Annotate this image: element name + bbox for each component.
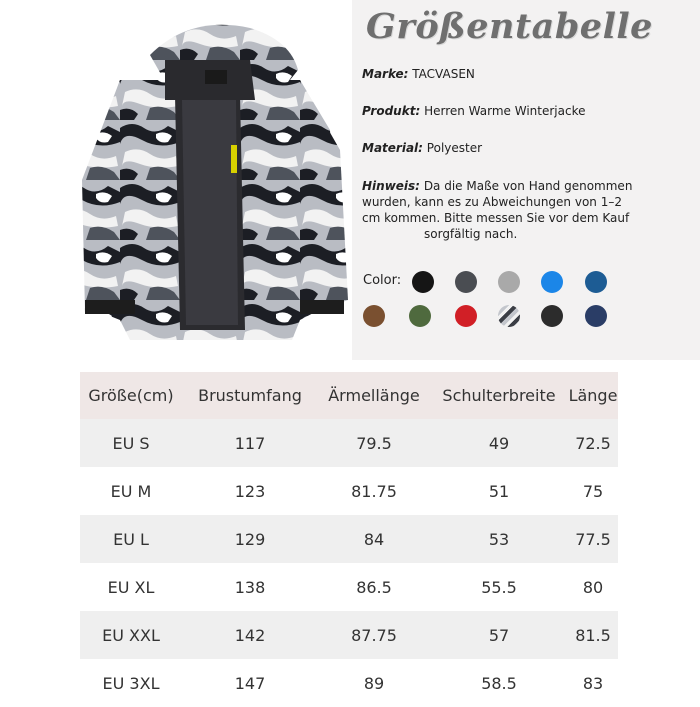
table-cell: 123	[234, 481, 266, 501]
product-line	[362, 103, 662, 119]
table-cell: 86.5	[356, 577, 392, 597]
table-row	[80, 515, 618, 563]
size-table	[80, 372, 618, 707]
table-row	[80, 563, 618, 611]
header-cell: Länge	[568, 386, 618, 405]
product-label: Produkt:	[362, 104, 421, 118]
hint-text	[362, 178, 672, 242]
table-cell: 51	[488, 481, 510, 501]
brand-value: TACVASEN	[412, 67, 475, 81]
color-swatch[interactable]	[585, 305, 607, 327]
table-cell: 75	[582, 481, 604, 501]
header-cell: Schulterbreite	[442, 386, 556, 405]
page-title: Größentabelle	[366, 6, 653, 47]
color-swatch[interactable]	[363, 305, 385, 327]
table-cell: 53	[488, 529, 510, 549]
table-cell: 142	[234, 625, 266, 645]
table-cell: 138	[234, 577, 266, 597]
color-swatch[interactable]	[455, 305, 477, 327]
table-row	[80, 611, 618, 659]
table-row	[80, 467, 618, 515]
hint-line4: sorgfältig nach.	[424, 227, 518, 241]
table-row	[80, 419, 618, 467]
color-swatch[interactable]	[409, 305, 431, 327]
table-cell: EU S	[112, 433, 150, 453]
table-cell: 117	[234, 433, 266, 453]
table-cell: 89	[363, 673, 385, 693]
table-cell: 84	[363, 529, 385, 549]
material-line	[362, 140, 662, 156]
table-cell: 129	[234, 529, 266, 549]
header-cell: Größe(cm)	[88, 386, 174, 405]
table-cell: 83	[582, 673, 604, 693]
header-cell: Brustumfang	[198, 386, 302, 405]
table-cell: 55.5	[481, 577, 517, 597]
brand-line	[362, 66, 662, 82]
material-value: Polyester	[426, 141, 483, 155]
hint-label: Hinweis:	[362, 179, 420, 193]
table-cell: 58.5	[481, 673, 517, 693]
jacket-illustration	[0, 0, 352, 360]
hint-line2: wurden, kann es zu Abweichungen von 1–2	[362, 195, 622, 209]
color-swatch[interactable]	[412, 271, 434, 293]
header-cell: Ärmellänge	[328, 386, 420, 405]
hint-line3: cm kommen. Bitte messen Sie vor dem Kauf	[362, 211, 630, 225]
table-cell: 87.75	[351, 625, 397, 645]
table-cell: 81.75	[351, 481, 397, 501]
table-cell: 79.5	[356, 433, 392, 453]
table-cell: 72.5	[575, 433, 611, 453]
table-cell: 80	[582, 577, 604, 597]
hint-line1: Da die Maße von Hand genommen	[423, 179, 633, 193]
table-cell: EU L	[113, 529, 149, 549]
product-value: Herren Warme Winterjacke	[424, 104, 586, 118]
color-label: Color:	[363, 273, 402, 288]
table-cell: EU XXL	[102, 625, 160, 645]
brand-label: Marke:	[362, 67, 409, 81]
color-swatch[interactable]	[541, 271, 563, 293]
color-swatch[interactable]	[541, 305, 563, 327]
table-cell: 81.5	[575, 625, 611, 645]
table-cell: 57	[488, 625, 510, 645]
color-swatch[interactable]	[455, 271, 477, 293]
table-cell: EU XL	[107, 577, 155, 597]
jacket-image	[0, 0, 352, 360]
table-cell: EU M	[110, 481, 152, 501]
table-cell: 147	[234, 673, 266, 693]
color-swatch[interactable]	[498, 305, 520, 327]
table-header-row	[80, 372, 618, 419]
material-label: Material:	[362, 141, 423, 155]
color-swatch[interactable]	[498, 271, 520, 293]
table-cell: 49	[488, 433, 510, 453]
table-cell: EU 3XL	[102, 673, 160, 693]
color-swatch[interactable]	[585, 271, 607, 293]
table-cell: 77.5	[575, 529, 611, 549]
